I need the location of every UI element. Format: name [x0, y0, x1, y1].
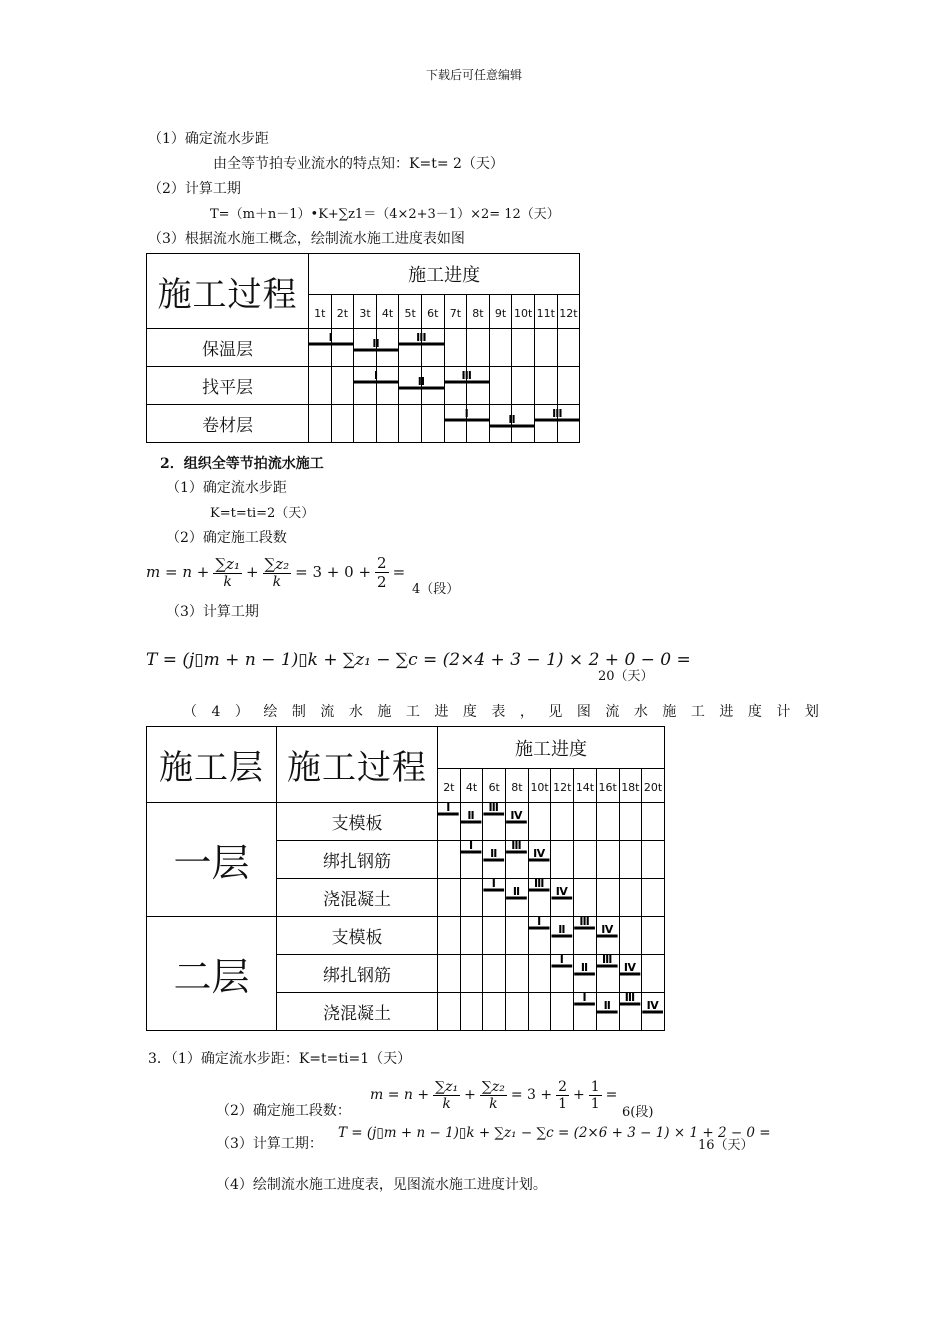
segment-label: Ⅱ	[372, 337, 380, 350]
segment-label: Ⅳ	[646, 999, 659, 1012]
sec1-step1: （1）确定流水步距	[148, 131, 269, 147]
time-tick: 10t	[512, 295, 535, 329]
grid-cell	[619, 841, 642, 879]
grid-cell	[460, 841, 483, 879]
grid-cell	[642, 803, 665, 841]
time-tick: 9t	[489, 295, 512, 329]
grid-cell	[557, 329, 580, 367]
grid-cell	[489, 367, 512, 405]
table2-row-label: 支模板	[277, 917, 438, 955]
grid-cell	[551, 803, 574, 841]
grid-cell	[438, 917, 461, 955]
segment-label: Ⅳ	[510, 809, 523, 822]
time-tick: 2t	[331, 295, 354, 329]
grid-cell	[444, 367, 467, 405]
sec2-step2: （2）确定施工段数	[166, 530, 287, 546]
grid-cell	[444, 329, 467, 367]
grid-cell	[506, 841, 529, 879]
segment-label: Ⅱ	[580, 961, 589, 974]
grid-cell	[512, 367, 535, 405]
time-tick: 20t	[642, 769, 665, 803]
grid-cell	[534, 367, 557, 405]
grid-cell	[551, 917, 574, 955]
segment-label: Ⅱ	[490, 847, 498, 860]
table1-row-label: 卷材层	[147, 405, 309, 443]
segment-label: Ⅰ	[491, 877, 496, 890]
grid-cell	[373, 367, 399, 405]
table2-row-label: 绑扎钢筋	[277, 841, 438, 879]
sec2-step4: （4）绘制流水施工进度表，见图流水施工进度计划	[183, 704, 834, 720]
sec3-step1: 3．（1）确定流水步距：K=t=ti=1（天）	[148, 1051, 412, 1067]
grid-cell	[619, 993, 642, 1031]
time-tick: 5t	[399, 295, 422, 329]
grid-cell	[619, 917, 642, 955]
segment-label: Ⅲ	[533, 877, 545, 890]
grid-cell	[506, 879, 529, 917]
time-tick: 8t	[506, 769, 529, 803]
grid-cell	[483, 841, 506, 879]
grid-cell	[376, 405, 399, 443]
grid-cell	[506, 917, 529, 955]
segment-label: Ⅰ	[446, 801, 451, 814]
grid-cell	[596, 917, 619, 955]
time-tick: 12t	[557, 295, 580, 329]
table2-layer-1: 一层	[147, 803, 277, 917]
grid-cell	[506, 955, 529, 993]
table1-row-label: 找平层	[147, 367, 309, 405]
grid-cell	[528, 993, 551, 1031]
grid-cell	[331, 367, 354, 405]
grid-cell	[309, 405, 332, 443]
grid-cell	[464, 405, 490, 443]
grid-cell	[438, 841, 461, 879]
time-tick: 6t	[483, 769, 506, 803]
segment-label: Ⅳ	[601, 923, 614, 936]
time-tick: 1t	[309, 295, 332, 329]
grid-cell	[399, 367, 422, 405]
grid-cell	[399, 405, 422, 443]
time-tick: 3t	[354, 295, 377, 329]
segment-label: Ⅱ	[417, 375, 425, 388]
grid-cell	[483, 879, 506, 917]
grid-cell	[460, 803, 483, 841]
grid-cell	[619, 879, 642, 917]
grid-cell	[534, 405, 557, 443]
sec2-eq-m-result: 4（段）	[412, 582, 460, 597]
grid-cell	[574, 803, 597, 841]
grid-cell	[574, 993, 597, 1031]
grid-cell	[574, 879, 597, 917]
grid-cell	[438, 993, 461, 1031]
sec3-eq-T-result: 16（天）	[698, 1138, 754, 1153]
table2-header-process: 施工过程	[277, 727, 438, 803]
table2-header-progress: 施工进度	[438, 727, 665, 769]
segment-label: Ⅰ	[328, 331, 333, 344]
grid-cell	[483, 955, 506, 993]
grid-cell	[551, 841, 574, 879]
grid-cell	[331, 405, 354, 443]
time-tick: 11t	[534, 295, 557, 329]
grid-cell	[512, 329, 535, 367]
segment-label: Ⅱ	[558, 923, 566, 936]
sec2-step1: （1）确定流水步距	[166, 480, 287, 496]
grid-cell	[460, 879, 483, 917]
sec3-step3: （3）计算工期：	[216, 1136, 323, 1152]
segment-label: Ⅲ	[624, 991, 636, 1004]
grid-cell	[309, 329, 332, 367]
sec2-title: 2．组织全等节拍流水施工	[160, 456, 324, 472]
grid-cell	[642, 879, 665, 917]
grid-cell	[596, 955, 619, 993]
grid-cell	[328, 329, 354, 367]
grid-cell	[506, 993, 529, 1031]
grid-cell	[467, 329, 490, 367]
segment-label: Ⅲ	[552, 407, 563, 420]
sec3-eq-m: m = n + $\frac{\text{∑z₁}}{k}$ + $\frac{\text{∑z₂}}{k}$ = 3 + $\frac{2}{1}$ + $\frac{1}{1}$ =	[370, 1078, 618, 1112]
schedule-table-2	[146, 726, 665, 1031]
segment-label: Ⅲ	[488, 801, 499, 814]
grid-cell	[534, 329, 557, 367]
sec2-eq-T-result: 20（天）	[598, 669, 654, 684]
segment-label: Ⅰ	[537, 915, 542, 928]
time-tick: 14t	[574, 769, 597, 803]
table2-row-label: 浇混凝土	[277, 879, 438, 917]
grid-cell	[551, 955, 574, 993]
sec1-step1-detail: 由全等节拍专业流水的特点知：K=t= 2（天）	[213, 156, 504, 172]
grid-cell	[354, 329, 380, 367]
sec2-eq-m: m = n + $\frac{\text{∑z₁}}{k}$ + $\frac{\text{∑z₂}}{k}$ = 3 + 0 + $\frac{2}{2}$ =	[146, 553, 406, 591]
grid-cell	[574, 841, 597, 879]
sec3-step2: （2）确定施工段数：	[216, 1103, 351, 1119]
time-tick: 10t	[528, 769, 551, 803]
sec2-eq-T: T = (j▯m + n − 1)▯k + ∑z₁ − ∑c = (2×4 + 3 − 1) × 2 + 0 − 0 =	[146, 650, 691, 670]
grid-cell	[421, 405, 444, 443]
grid-cell	[438, 879, 461, 917]
segment-label: Ⅰ	[469, 839, 474, 852]
grid-cell	[489, 405, 512, 443]
grid-cell	[642, 955, 665, 993]
segment-label: Ⅲ	[461, 369, 472, 382]
schedule-table-1	[146, 253, 580, 443]
time-tick: 7t	[444, 295, 467, 329]
grid-cell	[438, 955, 461, 993]
grid-cell	[642, 841, 665, 879]
grid-cell	[619, 955, 642, 993]
sec3-eq-T: T = (j▯m + n − 1)▯k + ∑z₁ − ∑c = (2×6 + 3 − 1) × 1 + 2 − 0 =	[338, 1125, 771, 1141]
grid-cell	[483, 917, 506, 955]
grid-cell	[399, 329, 422, 367]
grid-cell	[528, 955, 551, 993]
segment-label: Ⅳ	[533, 847, 546, 860]
time-tick: 4t	[460, 769, 483, 803]
grid-cell	[642, 993, 665, 1031]
segment-label: Ⅳ	[555, 885, 568, 898]
sec3-eq-m-result: 6(段)	[622, 1105, 654, 1120]
grid-cell	[354, 367, 377, 405]
grid-cell	[467, 367, 490, 405]
table1-row-label: 保温层	[147, 329, 309, 367]
grid-cell	[574, 917, 597, 955]
grid-cell	[596, 841, 619, 879]
grid-cell	[421, 329, 444, 367]
grid-cell	[460, 917, 483, 955]
segment-label: Ⅰ	[464, 407, 469, 420]
sec1-step2: （2）计算工期	[148, 181, 241, 197]
grid-cell	[354, 405, 377, 443]
table2-row-label: 绑扎钢筋	[277, 955, 438, 993]
grid-cell	[619, 803, 642, 841]
time-tick: 6t	[421, 295, 444, 329]
segment-label: Ⅳ	[623, 961, 636, 974]
segment-label: Ⅱ	[467, 809, 475, 822]
grid-cell	[574, 955, 597, 993]
grid-cell	[528, 841, 551, 879]
sec2-step1-detail: K=t=ti=2（天）	[210, 506, 315, 521]
table1-header-progress: 施工进度	[309, 254, 580, 295]
segment-label: Ⅲ	[416, 331, 427, 344]
time-tick: 8t	[467, 295, 490, 329]
time-tick: 12t	[551, 769, 574, 803]
segment-label: Ⅲ	[602, 953, 613, 966]
grid-cell	[551, 993, 574, 1031]
time-tick: 18t	[619, 769, 642, 803]
sec2-step3: （3）计算工期	[166, 604, 259, 620]
segment-label: Ⅰ	[373, 369, 379, 382]
sec1-step3: （3）根据流水施工概念，绘制流水施工进度表如图	[148, 231, 465, 247]
table2-layer-2: 二层	[147, 917, 277, 1031]
grid-cell	[483, 803, 506, 841]
segment-label: Ⅱ	[512, 885, 521, 898]
grid-cell	[557, 405, 580, 443]
segment-label: Ⅰ	[559, 953, 564, 966]
grid-cell	[421, 367, 444, 405]
grid-cell	[528, 879, 551, 917]
grid-cell	[460, 955, 483, 993]
grid-cell	[506, 803, 529, 841]
table2-row-label: 支模板	[277, 803, 438, 841]
grid-cell	[642, 917, 665, 955]
table2-row-label: 浇混凝土	[277, 993, 438, 1031]
grid-cell	[489, 329, 512, 367]
time-tick: 4t	[376, 295, 399, 329]
segment-label: Ⅱ	[603, 999, 611, 1012]
segment-label: Ⅲ	[579, 915, 590, 928]
grid-cell	[596, 803, 619, 841]
grid-cell	[444, 405, 467, 443]
segment-label: Ⅰ	[582, 991, 587, 1004]
page-header: 下载后可任意编辑	[426, 68, 523, 82]
grid-cell	[309, 367, 332, 405]
grid-cell	[438, 803, 461, 841]
grid-cell	[528, 917, 551, 955]
grid-cell	[460, 993, 483, 1031]
grid-cell	[376, 329, 399, 367]
time-tick: 2t	[438, 769, 461, 803]
grid-cell	[596, 993, 619, 1031]
grid-cell	[483, 993, 506, 1031]
segment-label: Ⅲ	[511, 839, 522, 852]
sec3-step4: （4）绘制流水施工进度表，见图流水施工进度计划。	[216, 1177, 547, 1193]
sec1-step2-formula: T=（m＋n－1）•K+∑z1＝（4×2+3－1）×2= 12（天）	[210, 207, 560, 222]
grid-cell	[551, 879, 574, 917]
table2-header-layer: 施工层	[147, 727, 277, 803]
grid-cell	[512, 405, 535, 443]
grid-cell	[596, 879, 619, 917]
segment-label: Ⅱ	[508, 413, 516, 426]
grid-cell	[528, 803, 551, 841]
grid-cell	[557, 367, 580, 405]
time-tick: 16t	[596, 769, 619, 803]
table1-header-process: 施工过程	[147, 254, 309, 329]
